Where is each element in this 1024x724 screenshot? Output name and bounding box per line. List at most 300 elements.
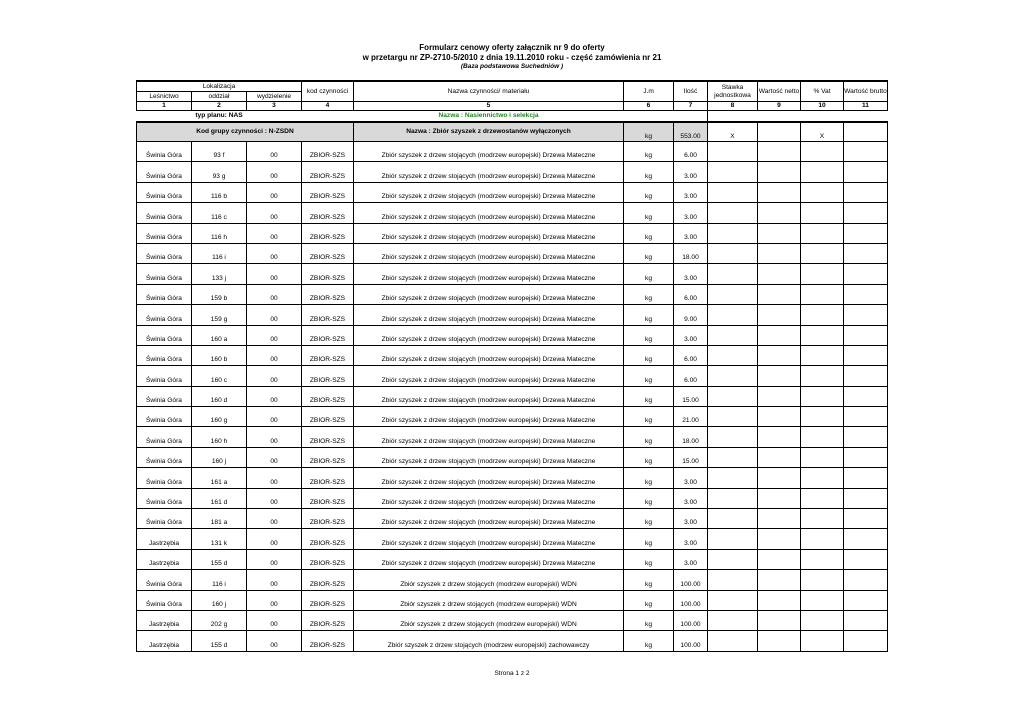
price-form-table [136,80,888,652]
row-lesnictwo: Świnia Góra [137,590,192,610]
row-lesnictwo: Świnia Góra [137,243,192,263]
row-kod: ZBIOR-SZS [302,203,354,223]
row-ilosc: 3.00 [674,549,708,569]
row-stawka-cell[interactable] [708,386,758,406]
col-netto: Wartość netto [758,81,801,102]
row-nazwa: Zbiór szyszek z drzew stojących (modrzew europejski) Drzewa Mateczne [354,142,624,162]
row-stawka-cell[interactable] [708,570,758,590]
row-lesnictwo: Jastrzębia [137,610,192,630]
row-vat-cell[interactable] [801,284,844,304]
row-stawka-cell[interactable] [708,590,758,610]
row-jm: kg [624,223,674,243]
table-row [137,162,888,182]
col-nazwa: Nazwa czynności/ materiału [354,81,624,102]
row-kod: ZBIOR-SZS [302,305,354,325]
group-netto-cell[interactable] [758,122,801,142]
row-wydzielenie: 00 [247,182,302,202]
table-row [137,284,888,304]
row-vat-cell[interactable] [801,162,844,182]
row-nazwa: Zbiór szyszek z drzew stojących (modrzew europejski) Drzewa Mateczne [354,488,624,508]
row-netto-cell[interactable] [758,590,801,610]
column-number: 7 [674,102,708,111]
row-netto-cell[interactable] [758,529,801,549]
table-row [137,468,888,488]
table-row [137,549,888,569]
row-wydzielenie: 00 [247,264,302,284]
row-netto-cell[interactable] [758,142,801,162]
row-kod: ZBIOR-SZS [302,386,354,406]
row-vat-cell[interactable] [801,223,844,243]
row-oddzial: 160 b [192,345,247,365]
row-jm: kg [624,407,674,427]
row-wydzielenie: 00 [247,488,302,508]
row-wydzielenie: 00 [247,284,302,304]
row-netto-cell[interactable] [758,325,801,345]
row-oddzial: 159 b [192,284,247,304]
row-lesnictwo: Świnia Góra [137,447,192,467]
row-jm: kg [624,386,674,406]
row-oddzial: 160 j [192,590,247,610]
row-kod: ZBIOR-SZS [302,264,354,284]
row-oddzial: 160 a [192,325,247,345]
row-stawka-cell[interactable] [708,243,758,263]
row-wydzielenie: 00 [247,509,302,529]
row-netto-cell[interactable] [758,264,801,284]
row-netto-cell[interactable] [758,468,801,488]
row-vat-cell[interactable] [801,468,844,488]
column-number: 4 [302,102,354,111]
row-lesnictwo: Świnia Góra [137,142,192,162]
row-nazwa: Zbiór szyszek z drzew stojących (modrzew europejski) Drzewa Mateczne [354,366,624,386]
row-wydzielenie: 00 [247,223,302,243]
row-kod: ZBIOR-SZS [302,570,354,590]
row-brutto-cell[interactable] [844,488,888,508]
row-oddzial: 116 i [192,243,247,263]
row-stawka-cell[interactable] [708,182,758,202]
row-brutto-cell[interactable] [844,570,888,590]
group-unit: kg [624,122,674,142]
row-netto-cell[interactable] [758,345,801,365]
row-nazwa: Zbiór szyszek z drzew stojących (modrzew europejski) Drzewa Mateczne [354,162,624,182]
row-oddzial: 93 f [192,142,247,162]
table-row [137,488,888,508]
row-jm: kg [624,264,674,284]
base-label: (Baza podstawowa Suchedniów ) [460,63,564,70]
row-lesnictwo: Świnia Góra [137,305,192,325]
col-stawka: Stawka jednostkowa [708,81,758,102]
column-number: 2 [192,102,247,111]
table-row [137,386,888,406]
row-brutto-cell[interactable] [844,182,888,202]
row-brutto-cell[interactable] [844,468,888,488]
row-stawka-cell[interactable] [708,447,758,467]
group-brutto-cell[interactable] [844,122,888,142]
row-jm: kg [624,447,674,467]
row-brutto-cell[interactable] [844,610,888,630]
row-wydzielenie: 00 [247,345,302,365]
group-qty: 553.00 [674,122,708,142]
row-netto-cell[interactable] [758,488,801,508]
row-vat-cell[interactable] [801,325,844,345]
table-row [137,509,888,529]
row-ilosc: 100.00 [674,590,708,610]
row-brutto-cell[interactable] [844,427,888,447]
row-nazwa: Zbiór szyszek z drzew stojących (modrzew europejski) Drzewa Mateczne [354,427,624,447]
row-netto-cell[interactable] [758,182,801,202]
row-lesnictwo: Świnia Góra [137,386,192,406]
row-netto-cell[interactable] [758,366,801,386]
row-oddzial: 161 d [192,488,247,508]
row-ilosc: 15.00 [674,386,708,406]
row-lesnictwo: Świnia Góra [137,509,192,529]
col-ilosc: Ilość [674,81,708,102]
row-vat-cell[interactable] [801,610,844,630]
row-lesnictwo: Jastrzębia [137,549,192,569]
row-ilosc: 6.00 [674,284,708,304]
row-kod: ZBIOR-SZS [302,162,354,182]
row-vat-cell[interactable] [801,488,844,508]
column-number: 11 [844,102,888,111]
row-netto-cell[interactable] [758,549,801,569]
row-stawka-cell[interactable] [708,325,758,345]
row-kod: ZBIOR-SZS [302,488,354,508]
row-vat-cell[interactable] [801,509,844,529]
row-wydzielenie: 00 [247,631,302,651]
row-netto-cell[interactable] [758,243,801,263]
row-ilosc: 3.00 [674,529,708,549]
col-jm: J.m [624,81,674,102]
row-stawka-cell[interactable] [708,610,758,630]
row-netto-cell[interactable] [758,407,801,427]
row-vat-cell[interactable] [801,549,844,569]
row-netto-cell[interactable] [758,386,801,406]
row-wydzielenie: 00 [247,468,302,488]
row-jm: kg [624,142,674,162]
row-brutto-cell[interactable] [844,590,888,610]
row-lesnictwo: Świnia Góra [137,468,192,488]
row-stawka-cell[interactable] [708,407,758,427]
row-ilosc: 3.00 [674,264,708,284]
row-oddzial: 160 c [192,366,247,386]
row-oddzial: 131 k [192,529,247,549]
table-row [137,203,888,223]
row-stawka-cell[interactable] [708,427,758,447]
row-nazwa: Zbiór szyszek z drzew stojących (modrzew europejski) Drzewa Mateczne [354,182,624,202]
row-vat-cell[interactable] [801,570,844,590]
row-ilosc: 3.00 [674,488,708,508]
row-stawka-cell[interactable] [708,162,758,182]
row-vat-cell[interactable] [801,243,844,263]
col-lokalizacja: Lokalizacja [137,81,302,92]
row-brutto-cell[interactable] [844,223,888,243]
table-row [137,570,888,590]
row-oddzial: 116 i [192,570,247,590]
group-name: Nazwa : Zbiór szyszek z drzewostanów wyłączonych [354,122,624,142]
row-wydzielenie: 00 [247,590,302,610]
row-lesnictwo: Świnia Góra [137,182,192,202]
row-netto-cell[interactable] [758,427,801,447]
row-jm: kg [624,549,674,569]
row-stawka-cell[interactable] [708,223,758,243]
row-wydzielenie: 00 [247,447,302,467]
row-ilosc: 18.00 [674,427,708,447]
table-row [137,447,888,467]
row-jm: kg [624,325,674,345]
row-jm: kg [624,182,674,202]
row-ilosc: 3.00 [674,203,708,223]
row-kod: ZBIOR-SZS [302,284,354,304]
row-nazwa: Zbiór szyszek z drzew stojących (modrzew europejski) Drzewa Mateczne [354,203,624,223]
table-row [137,407,888,427]
row-brutto-cell[interactable] [844,162,888,182]
column-number: 10 [801,102,844,111]
row-brutto-cell[interactable] [844,325,888,345]
row-vat-cell[interactable] [801,182,844,202]
row-kod: ZBIOR-SZS [302,447,354,467]
row-brutto-cell[interactable] [844,509,888,529]
row-jm: kg [624,162,674,182]
row-wydzielenie: 00 [247,549,302,569]
col-oddzial: oddział [192,92,247,102]
row-ilosc: 3.00 [674,223,708,243]
row-oddzial: 155 d [192,549,247,569]
row-brutto-cell[interactable] [844,284,888,304]
row-vat-cell[interactable] [801,529,844,549]
row-kod: ZBIOR-SZS [302,529,354,549]
row-jm: kg [624,243,674,263]
column-number: 9 [758,102,801,111]
row-nazwa: Zbiór szyszek z drzew stojących (modrzew europejski) Drzewa Mateczne [354,386,624,406]
row-wydzielenie: 00 [247,203,302,223]
row-vat-cell[interactable] [801,427,844,447]
row-lesnictwo: Świnia Góra [137,284,192,304]
row-vat-cell[interactable] [801,407,844,427]
row-nazwa: Zbiór szyszek z drzew stojących (modrzew europejski) Drzewa Mateczne [354,468,624,488]
row-brutto-cell[interactable] [844,203,888,223]
row-oddzial: 116 c [192,203,247,223]
row-jm: kg [624,427,674,447]
row-vat-cell[interactable] [801,264,844,284]
row-wydzielenie: 00 [247,529,302,549]
row-vat-cell[interactable] [801,366,844,386]
table-row [137,345,888,365]
row-lesnictwo: Świnia Góra [137,345,192,365]
row-kod: ZBIOR-SZS [302,610,354,630]
col-brutto: Wartość brutto [844,81,888,102]
row-ilosc: 18.00 [674,243,708,263]
group-row [137,122,888,142]
row-brutto-cell[interactable] [844,264,888,284]
row-brutto-cell[interactable] [844,366,888,386]
row-lesnictwo: Świnia Góra [137,223,192,243]
row-ilosc: 6.00 [674,345,708,365]
row-nazwa: Zbiór szyszek z drzew stojących (modrzew europejski) Drzewa Mateczne [354,529,624,549]
row-vat-cell[interactable] [801,447,844,467]
row-stawka-cell[interactable] [708,529,758,549]
row-stawka-cell[interactable] [708,488,758,508]
row-netto-cell[interactable] [758,284,801,304]
row-oddzial: 202 g [192,610,247,630]
row-brutto-cell[interactable] [844,345,888,365]
row-ilosc: 100.00 [674,610,708,630]
table-row [137,264,888,284]
row-wydzielenie: 00 [247,570,302,590]
row-netto-cell[interactable] [758,447,801,467]
row-wydzielenie: 00 [247,243,302,263]
row-wydzielenie: 00 [247,325,302,345]
row-oddzial: 181 a [192,509,247,529]
row-brutto-cell[interactable] [844,549,888,569]
row-lesnictwo: Świnia Góra [137,427,192,447]
row-oddzial: 160 g [192,407,247,427]
row-jm: kg [624,468,674,488]
form-title: Formularz cenowy oferty załącznik nr 9 do oferty [419,43,605,52]
row-stawka-cell[interactable] [708,468,758,488]
row-vat-cell[interactable] [801,386,844,406]
row-vat-cell[interactable] [801,142,844,162]
row-kod: ZBIOR-SZS [302,407,354,427]
row-vat-cell[interactable] [801,305,844,325]
row-kod: ZBIOR-SZS [302,631,354,651]
row-stawka-cell[interactable] [708,142,758,162]
section-row [137,111,888,123]
row-brutto-cell[interactable] [844,243,888,263]
row-jm: kg [624,529,674,549]
row-brutto-cell[interactable] [844,447,888,467]
row-oddzial: 160 d [192,386,247,406]
row-ilosc: 3.00 [674,162,708,182]
row-kod: ZBIOR-SZS [302,182,354,202]
row-stawka-cell[interactable] [708,305,758,325]
row-jm: kg [624,570,674,590]
row-nazwa: Zbiór szyszek z drzew stojących (modrzew europejski) Drzewa Mateczne [354,264,624,284]
row-oddzial: 160 j [192,447,247,467]
row-wydzielenie: 00 [247,366,302,386]
row-lesnictwo: Świnia Góra [137,407,192,427]
row-nazwa: Zbiór szyszek z drzew stojących (modrzew europejski) Drzewa Mateczne [354,243,624,263]
row-kod: ZBIOR-SZS [302,243,354,263]
row-brutto-cell[interactable] [844,305,888,325]
row-stawka-cell[interactable] [708,264,758,284]
row-lesnictwo: Świnia Góra [137,162,192,182]
row-netto-cell[interactable] [758,509,801,529]
row-netto-cell[interactable] [758,631,801,651]
col-kod: kod czynności [302,81,354,102]
row-brutto-cell[interactable] [844,407,888,427]
row-vat-cell[interactable] [801,203,844,223]
row-stawka-cell[interactable] [708,203,758,223]
row-brutto-cell[interactable] [844,386,888,406]
row-kod: ZBIOR-SZS [302,142,354,162]
row-brutto-cell[interactable] [844,529,888,549]
row-nazwa: Zbiór szyszek z drzew stojących (modrzew europejski) Drzewa Mateczne [354,549,624,569]
row-stawka-cell[interactable] [708,366,758,386]
table-row [137,610,888,630]
row-lesnictwo: Jastrzębia [137,631,192,651]
row-lesnictwo: Świnia Góra [137,488,192,508]
row-nazwa: Zbiór szyszek z drzew stojących (modrzew europejski) Drzewa Mateczne [354,509,624,529]
row-lesnictwo: Świnia Góra [137,366,192,386]
row-wydzielenie: 00 [247,162,302,182]
col-vat: % Vat [801,81,844,102]
row-netto-cell[interactable] [758,610,801,630]
row-jm: kg [624,284,674,304]
row-netto-cell[interactable] [758,223,801,243]
row-ilosc: 100.00 [674,631,708,651]
row-oddzial: 116 b [192,182,247,202]
col-lesnictwo: Leśnictwo [137,92,192,102]
col-wydzielenie: wydzielenie [247,92,302,102]
row-oddzial: 93 g [192,162,247,182]
row-vat-cell[interactable] [801,631,844,651]
row-jm: kg [624,366,674,386]
row-kod: ZBIOR-SZS [302,325,354,345]
row-ilosc: 100.00 [674,570,708,590]
row-netto-cell[interactable] [758,305,801,325]
column-number: 3 [247,102,302,111]
row-kod: ZBIOR-SZS [302,509,354,529]
table-row [137,427,888,447]
row-kod: ZBIOR-SZS [302,345,354,365]
row-brutto-cell[interactable] [844,142,888,162]
row-stawka-cell[interactable] [708,631,758,651]
row-netto-cell[interactable] [758,162,801,182]
row-ilosc: 3.00 [674,509,708,529]
row-vat-cell[interactable] [801,590,844,610]
row-nazwa: Zbiór szyszek z drzew stojących (modrzew europejski) zachowawczy [354,631,624,651]
group-x-stawka: X [708,122,758,142]
row-lesnictwo: Świnia Góra [137,570,192,590]
row-nazwa: Zbiór szyszek z drzew stojących (modrzew europejski) Drzewa Mateczne [354,223,624,243]
row-vat-cell[interactable] [801,345,844,365]
table-row [137,325,888,345]
row-jm: kg [624,610,674,630]
row-kod: ZBIOR-SZS [302,366,354,386]
row-jm: kg [624,631,674,651]
row-brutto-cell[interactable] [844,631,888,651]
row-stawka-cell[interactable] [708,549,758,569]
row-jm: kg [624,203,674,223]
table-row [137,305,888,325]
table-row [137,223,888,243]
row-netto-cell[interactable] [758,570,801,590]
row-jm: kg [624,305,674,325]
group-code: Kod grupy czynności : N-ZSDN [137,122,354,142]
row-nazwa: Zbiór szyszek z drzew stojących (modrzew europejski) Drzewa Mateczne [354,407,624,427]
row-stawka-cell[interactable] [708,509,758,529]
row-ilosc: 15.00 [674,447,708,467]
group-x-vat: X [801,122,844,142]
row-jm: kg [624,590,674,610]
row-kod: ZBIOR-SZS [302,590,354,610]
row-wydzielenie: 00 [247,386,302,406]
row-stawka-cell[interactable] [708,284,758,304]
tender-subtitle: w przetargu nr ZP-2710-5/2010 z dnia 19.11.2010 roku - część zamówienia nr 21 [362,53,662,62]
column-number: 8 [708,102,758,111]
page-number: Strona 1 z 2 [494,670,530,677]
table-row [137,142,888,162]
row-netto-cell[interactable] [758,203,801,223]
row-nazwa: Zbiór szyszek z drzew stojących (modrzew europejski) Drzewa Mateczne [354,447,624,467]
row-stawka-cell[interactable] [708,345,758,365]
row-ilosc: 6.00 [674,142,708,162]
row-lesnictwo: Jastrzębia [137,529,192,549]
column-numbers-row [137,102,888,111]
column-number: 5 [354,102,624,111]
column-number: 6 [624,102,674,111]
row-wydzielenie: 00 [247,407,302,427]
row-wydzielenie: 00 [247,305,302,325]
